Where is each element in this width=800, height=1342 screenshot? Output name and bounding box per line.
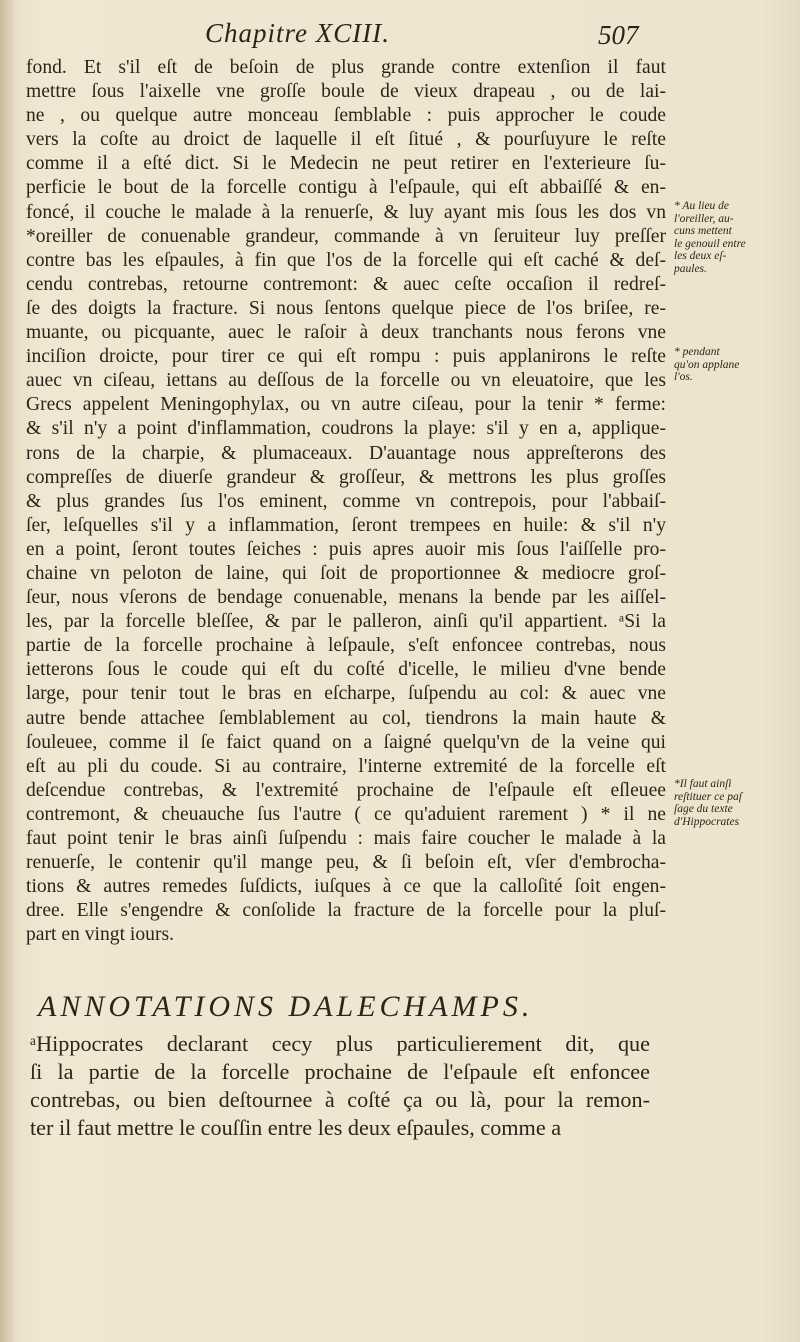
text-line: & plus grandes ſus l'os eminent, comme vn contrepois, pour l'abbaiſ- bbox=[26, 490, 666, 512]
text-line: contremont, & cheuauche ſus l'autre ( ce qu'aduient rarement ) * il ne bbox=[26, 803, 666, 825]
text-line: rons de la charpie, & plumaceaux. D'auantage nous appreſterons des bbox=[26, 442, 666, 464]
margin-note-line: paules. bbox=[674, 262, 707, 275]
text-line: ſe des doigts la fracture. Si nous ſentons quelque piece de l'os briſee, re- bbox=[26, 297, 666, 319]
text-line: dree. Elle s'engendre & conſolide la fracture de la forcelle pour la pluſ- bbox=[26, 900, 666, 922]
text-line: perficie le bout de la forcelle contigu à l'eſpaule, qui eſt abbaiſſé & en- bbox=[26, 177, 666, 199]
margin-note-line: d'Hippocrates bbox=[674, 815, 740, 828]
text-line: *oreiller de conuenable grandeur, commande à vn ſeruiteur luy preſſer bbox=[26, 225, 666, 247]
text-line: chaine vn peloton de laine, qui ſoit de proportionnee & mediocre groſ- bbox=[26, 562, 666, 584]
margin-note-line: le genouil entre bbox=[674, 237, 746, 250]
margin-note-line: cuns mettent bbox=[674, 225, 732, 238]
text-line: comme il a eſté dict. Si le Medecin ne peut retirer en l'exterieure ſu- bbox=[26, 153, 666, 175]
page-header bbox=[0, 18, 800, 58]
margin-note-line: l'oreiller, au- bbox=[674, 212, 734, 225]
text-line: renuerſe, le contenir qu'il mange peu, & ſi beſoin eſt, vſer d'embrocha- bbox=[26, 852, 666, 874]
text-line: deſcendue contrebas, & l'extremité prochaine de l'eſpaule eſt eſleuee bbox=[26, 779, 666, 801]
annotations-text bbox=[30, 1030, 650, 1142]
annotation-line: contrebas, ou bien deſtournee à coſté ça ou là, pour la remon- bbox=[30, 1087, 650, 1112]
margin-note bbox=[674, 200, 796, 276]
annotation-line: ſi la partie de la forcelle prochaine de l'eſpaule eſt enfoncee bbox=[30, 1059, 650, 1084]
margin-note-line: * Au lieu de bbox=[674, 200, 730, 212]
text-line: ietterons ſous le coude qui eſt du coſté d'icelle, le milieu d'vne bende bbox=[26, 659, 666, 681]
margin-note bbox=[674, 346, 796, 384]
text-line: muante, ou picquante, auec le raſoir à deux tranchants nous ferons vne bbox=[26, 322, 666, 344]
margin-note-line: * pendant bbox=[674, 346, 720, 358]
text-line: tions & autres remedes ſuſdicts, iuſques à ce que la calloſité ſoit engen- bbox=[26, 876, 666, 898]
main-text-column bbox=[26, 56, 666, 947]
annotation-line: ter il faut mettre le couſſin entre les deux eſpaules, comme a bbox=[30, 1115, 562, 1140]
margin-note-line: *Il faut ainſi bbox=[674, 778, 732, 790]
text-line: compreſſes de diuerſe grandeur & groſſeur, & mettrons les plus groſſes bbox=[26, 466, 666, 488]
text-line: cendu contrebas, retourne contremont: & auec ceſte occaſion il redreſ- bbox=[26, 273, 666, 295]
text-line: ſouleuee, comme il ſe faict quand on a ſaigné quelqu'vn de la veine qui bbox=[26, 731, 666, 753]
text-line: & s'il n'y a point d'inflammation, coudrons la playe: s'il y en a, applique- bbox=[26, 418, 666, 440]
text-line: auec vn ciſeau, iettans au deſſous de la forcelle ou vn eleuatoire, que les bbox=[26, 370, 666, 392]
text-line: en a point, ſeront toutes ſeiches : puis apres auoir mis ſous l'aiſſelle pro- bbox=[26, 538, 666, 560]
page-number: 507 bbox=[598, 20, 639, 50]
text-line: large, pour tenir tout le bras en eſcharpe, ſuſpendu au col: & auec vne bbox=[26, 683, 666, 705]
text-line: ſeur, nous vſerons de bendage conuenable, menans la bende par les aiſſel- bbox=[26, 587, 666, 609]
text-line: faut point tenir le bras ainſi ſuſpendu : mais faire coucher le malade à la bbox=[26, 828, 666, 849]
margin-note-line: reſtituer ce paſ bbox=[674, 790, 742, 803]
text-line: autre bende attachee ſemblablement au col, tiendrons la main haute & bbox=[26, 707, 666, 729]
text-line: part en vingt iours. bbox=[26, 924, 175, 946]
text-line: ſer, leſquelles s'il y a inflammation, ſeront trempees en huile: & s'il n'y bbox=[26, 514, 666, 536]
annotations-title: ANNOTATIONS DALECHAMPS. bbox=[38, 990, 534, 1023]
text-line: inciſion droicte, pour tirer ce qui eſt rompu : puis applanirons le reſte bbox=[26, 346, 666, 368]
text-line: mettre ſous l'aixelle vne groſſe boule de vieux drapeau , ou de lai- bbox=[26, 81, 666, 103]
margin-note-line: l'os. bbox=[674, 371, 693, 384]
text-line: vers la coſte au droict de laquelle il eſt ſitué , & pourſuyure le reſte bbox=[26, 129, 666, 151]
margin-note-line: ſage du texte bbox=[674, 803, 733, 816]
text-line: partie de la forcelle prochaine à leſpaule, s'eſt enfoncee contrebas, nous bbox=[26, 635, 666, 657]
page-gutter bbox=[0, 0, 14, 1342]
text-line: ne , ou quelque autre monceau ſemblable : puis approcher le coude bbox=[26, 105, 666, 127]
margin-note bbox=[674, 778, 796, 828]
text-line: les, par la forcelle bleſſee, & par le palleron, ainſi qu'il appartient. ᵃSi la bbox=[26, 611, 666, 633]
text-line: eſt au pli du coude. Si au contraire, l'interne extremité de la forcelle eſt bbox=[26, 755, 666, 777]
running-head: Chapitre XCIII. bbox=[205, 18, 390, 48]
margin-note-line: les deux eſ- bbox=[674, 250, 727, 263]
text-line: Grecs appelent Meningophylax, ou vn autre ciſeau, pour la tenir * ferme: bbox=[26, 394, 666, 416]
text-line: contre bas les eſpaules, à fin que l'os de la forcelle qui eſt caché & deſ- bbox=[26, 249, 666, 271]
text-line: fond. Et s'il eſt de beſoin de plus grande contre extenſion il faut bbox=[26, 57, 666, 78]
margin-note-line: qu'on applane bbox=[674, 358, 740, 371]
annotation-line: ᵃHippocrates declarant cecy plus particulierement dit, que bbox=[30, 1031, 650, 1056]
text-line: foncé, il couche le malade à la renuerſe, & luy ayant mis ſous les dos vn bbox=[26, 201, 666, 223]
